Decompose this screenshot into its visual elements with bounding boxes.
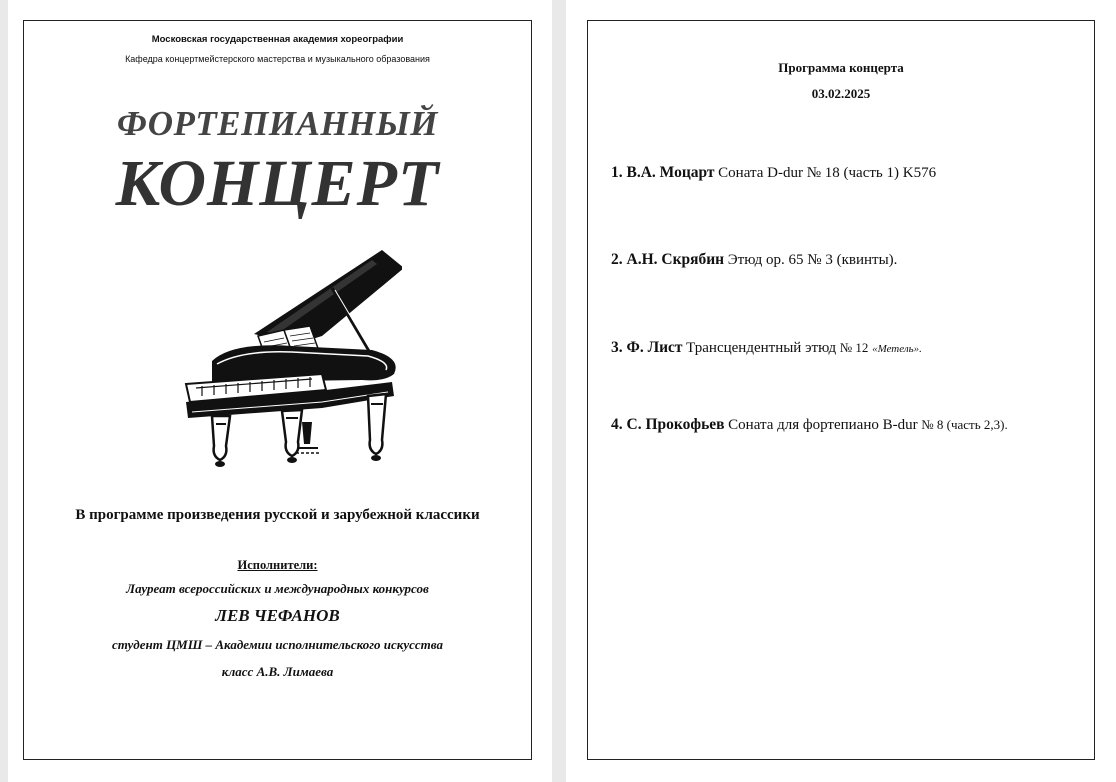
work-nickname: «Метель». (872, 343, 922, 355)
title-line-2: КОНЦЕРТ (115, 147, 440, 220)
poster-frame (23, 20, 532, 760)
work-title: Соната D-dur № 18 (часть 1) K576 (718, 165, 937, 181)
program-note: В программе произведения русской и зарубежной классики (75, 507, 480, 523)
program-date: 03.02.2025 (811, 86, 871, 101)
work-number: № 12 (839, 340, 869, 355)
performer-class: класс А.В. Лимаева (221, 664, 334, 679)
composer-name: 3. Ф. Лист (611, 339, 683, 356)
program-item (611, 416, 1008, 434)
title-line-1: ФОРТЕПИАННЫЙ (117, 104, 438, 143)
program-item (611, 339, 922, 357)
work-title: Трансцендентный этюд (686, 340, 837, 356)
laureate-line: Лауреат всероссийских и международных конкурсов (126, 581, 429, 596)
program-title: Программа концерта (778, 60, 904, 75)
work-title: Этюд ор. 65 № 3 (квинты). (727, 252, 898, 268)
work-number: № 8 (часть 2,3). (921, 417, 1008, 432)
work-title: Соната для фортепиано B-dur (728, 417, 918, 433)
program-item (611, 164, 936, 182)
performer-name: ЛЕВ ЧЕФАНОВ (215, 606, 340, 625)
poster-page (8, 0, 552, 782)
performers-label: Исполнители: (237, 558, 318, 572)
grand-piano-illustration (172, 246, 402, 468)
performer-school: студент ЦМШ – Академии исполнительского искусства (111, 637, 443, 652)
program-page (566, 0, 1116, 782)
program-item (611, 251, 897, 269)
department-name: Кафедра концертмейстерского мастерства и музыкального образования (125, 54, 430, 64)
composer-name: 1. В.А. Моцарт (611, 164, 715, 181)
composer-name: 4. С. Прокофьев (611, 416, 725, 433)
program-frame (587, 20, 1095, 760)
institution-name: Московская государственная академия хореографии (151, 34, 404, 45)
composer-name: 2. А.Н. Скрябин (611, 251, 725, 268)
